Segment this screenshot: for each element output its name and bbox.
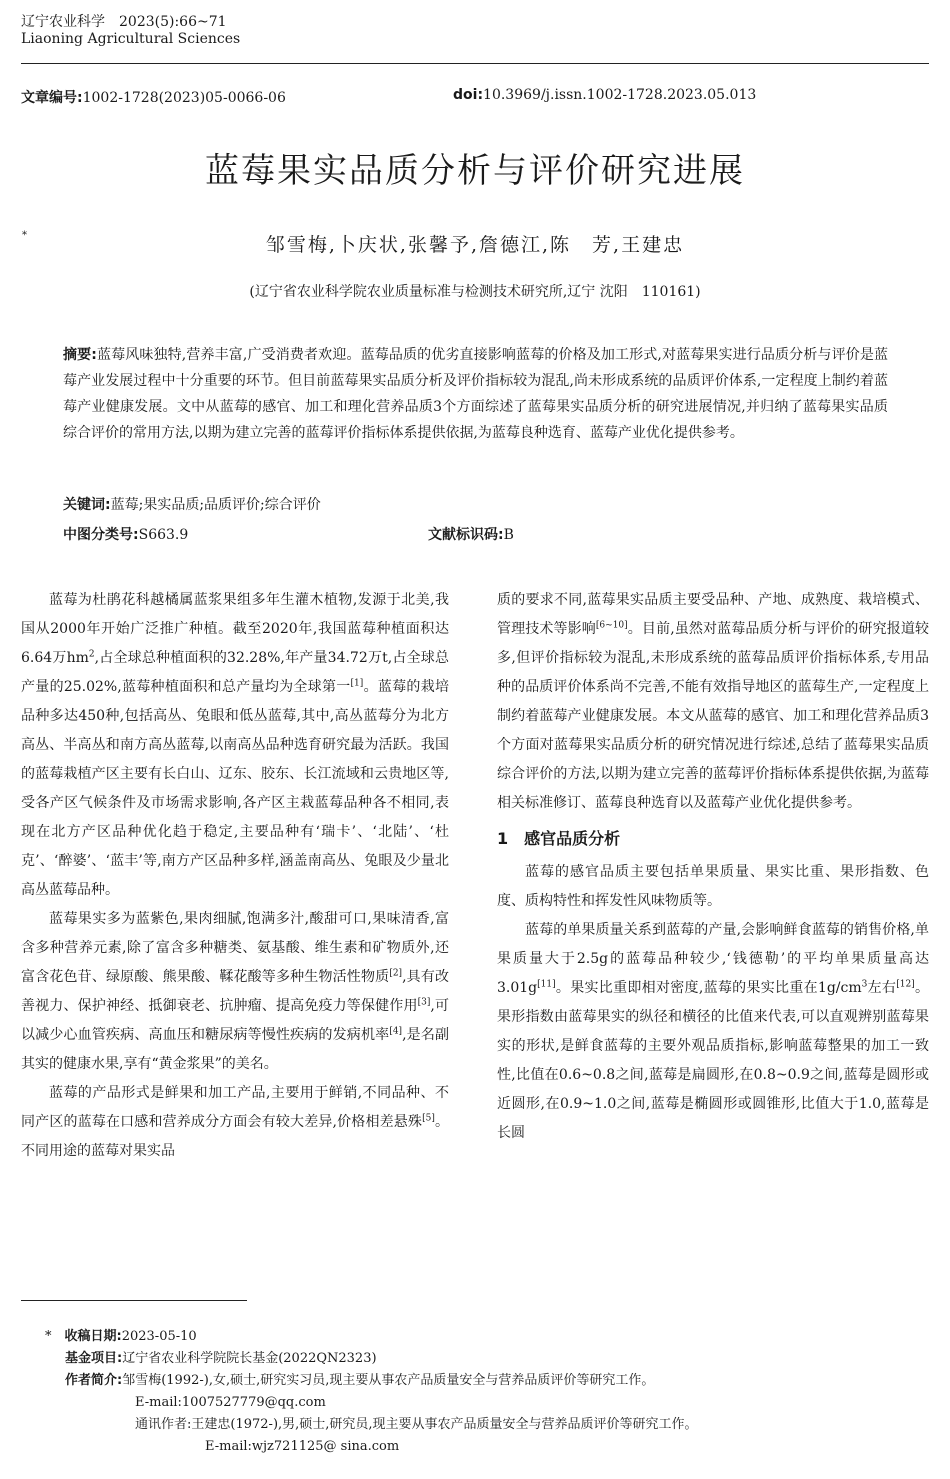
paragraph	[497, 916, 929, 1148]
keywords-label: 关键词:	[63, 497, 111, 513]
classification-value: S663.9	[138, 527, 189, 543]
keywords-text: 蓝莓;果实品质;品质评价;综合评价	[110, 497, 321, 513]
abstract-text: 蓝莓风味独特,营养丰富,广受消费者欢迎。蓝莓品质的优劣直接影响蓝莓的价格及加工形式,对蓝莓果实进行品质分析与评价是蓝莓产业发展过程中十分重要的环节。但目前蓝莓果实品质分析及评价指标较为混乱,尚未形成系统的品质评价体系,一定程度上制约着蓝莓产业健康发展。文中从蓝莓的感官、加工和理化营养品质3个方面综述了蓝莓果实品质分析的研究进展情况,并归纳了蓝莓果实品质综合评价的常用方法,以期为建立完善的蓝莓评价指标体系提供依据,为蓝莓良种选育、蓝莓产业优化提供参考。	[63, 347, 888, 441]
article-number-label: 文章编号:	[21, 90, 83, 106]
text-run: 蓝莓的产品形式是鲜果和加工产品,主要用于鲜销,不同品种、不同产区的蓝莓在口感和营养成分方面会有较大差异,价格相差悬殊	[21, 1085, 449, 1130]
fund-value: 辽宁省农业科学院院长基金(2022QN2323)	[122, 1351, 377, 1366]
paragraph	[21, 586, 449, 905]
paragraph	[497, 586, 929, 818]
abstract-label: 摘要:	[63, 347, 97, 363]
text-run: 。果形指数由蓝莓果实的纵径和横径的比值来代表,可以直观辨别蓝莓果实的形状,是鲜食蓝莓的主要外观品质指标,影响蓝莓整果的加工一致性,比值在0.6~0.8之间,蓝莓是扁圆形,在0.8~0.9之间,蓝莓是圆形或近圆形,在0.9~1.0之间,蓝莓是椭圆形或圆锥形,比值大于1.0,蓝莓是长圆	[497, 980, 929, 1141]
article-number-value: 1002-1728(2023)05-0066-06	[82, 90, 286, 106]
text-run: 蓝莓的单果质量关系到蓝莓的产量,会影响鲜食蓝莓的销售价格,单果质量大于2.5g的蓝莓品种较少,‘钱德勒’的平均单果质量高达3.01g	[497, 922, 929, 996]
text-run: ,占全球总种植面积的32.28%,年产量34.72万t,占全球总产量的25.02%,蓝莓种植面积和总产量均为全球第一	[21, 650, 450, 695]
author-bio-label: 作者简介:	[65, 1373, 123, 1388]
footnote-rule	[21, 1300, 247, 1301]
title-footnote-mark: *	[22, 230, 27, 241]
superscript: 3	[861, 979, 868, 990]
citation: [6~10]	[595, 620, 628, 631]
header-rule	[21, 63, 929, 64]
citation: [4]	[389, 1026, 403, 1037]
author-bio	[45, 1370, 698, 1392]
document-code	[428, 524, 514, 544]
text-run: 。不同用途的蓝莓对果实品	[21, 1114, 450, 1159]
body-left-column	[21, 586, 449, 1166]
doi-label: doi:	[453, 87, 484, 103]
text-run: 蓝莓果实多为蓝紫色,果肉细腻,饱满多汁,酸甜可口,果味清香,富含多种营养元素,除了富含多种糖类、氨基酸、维生素和矿物质外,还富含花色苷、绿原酸、熊果酸、鞣花酸等多种生物活性物质	[21, 911, 449, 985]
received-label: 收稿日期:	[64, 1329, 122, 1344]
corresponding-label: 通讯作者:	[135, 1417, 192, 1432]
footnotes	[45, 1326, 698, 1458]
document-code-value: B	[503, 527, 514, 543]
corresponding-email: E-mail:wjz721125@ sina.com	[205, 1439, 400, 1454]
superscript: 2	[88, 649, 95, 660]
footnote-star: *	[45, 1329, 52, 1344]
received-date	[45, 1326, 698, 1348]
author-bio-value: 邹雪梅(1992-),女,硕士,研究实习员,现主要从事农产品质量安全与营养品质评价等研究工作。	[122, 1373, 655, 1388]
author-email: E-mail:1007527779@qq.com	[135, 1395, 326, 1410]
text-run: 。果实比重即相对密度,蓝莓的果实比重在1g/cm	[555, 980, 862, 996]
journal-header	[21, 14, 240, 48]
fund-label: 基金项目:	[65, 1351, 123, 1366]
paragraph: 蓝莓的感官品质主要包括单果质量、果实比重、果形指数、色度、质构特性和挥发性风味物质等。	[497, 864, 929, 909]
citation: [11]	[537, 979, 556, 990]
section-heading: 1 感官品质分析	[497, 829, 621, 848]
received-value: 2023-05-10	[121, 1329, 197, 1344]
journal-name-en: Liaoning Agricultural Sciences	[21, 31, 241, 47]
citation: [5]	[422, 1113, 435, 1124]
document-code-label: 文献标识码:	[428, 527, 504, 543]
classification	[63, 524, 188, 544]
fund-line	[45, 1348, 698, 1370]
paper-title: 蓝莓果实品质分析与评价研究进展	[205, 151, 745, 191]
text-run: 质的要求不同,蓝莓果实品质主要受品种、产地、成熟度、栽培模式、管理技术等影响	[497, 592, 929, 637]
classification-label: 中图分类号:	[63, 527, 139, 543]
body-right-column	[497, 586, 929, 1148]
citation: [3]	[417, 997, 431, 1008]
doi	[453, 87, 756, 103]
doi-value: 10.3969/j.issn.1002-1728.2023.05.013	[483, 87, 757, 103]
text-run: ,具有改善视力、保护神经、抵御衰老、抗肿瘤、提高免疫力等保健作用	[21, 969, 450, 1014]
corresponding-author	[45, 1414, 698, 1436]
article-number	[21, 87, 286, 107]
text-run: 蓝莓为杜鹃花科越橘属蓝浆果组多年生灌木植物,发源于北美,我国从2000年开始广泛推广种植。截至2020年,我国蓝莓种植面积达6.64万hm	[21, 592, 449, 666]
paragraph	[21, 905, 449, 1079]
citation: [12]	[896, 979, 915, 990]
text-run: 。蓝莓的栽培品种多达450种,包括高丛、兔眼和低丛蓝莓,其中,高丛蓝莓分为北方高丛、半高丛和南方高丛蓝莓,以南高丛品种选育研究最为活跃。我国的蓝莓栽植产区主要有长白山、辽东、胶东、长江流域和云贵地区等,受各产区气候条件及市场需求影响,各产区主栽蓝莓品种各不相同,表现在北方产区品种优化趋于稳定,主要品种有‘瑞卡’、‘北陆’、‘杜克’、‘醉婆’、‘蓝丰’等,南方产区品种多样,涵盖南高丛、兔眼及少量北高丛蓝莓品种。	[21, 679, 449, 898]
corresponding-value: 王建忠(1972-),男,硕士,研究员,现主要从事农产品质量安全与营养品质评价等研究工作。	[191, 1417, 698, 1432]
citation: [2]	[389, 968, 403, 979]
text-run: 左右	[867, 980, 897, 996]
abstract	[63, 342, 888, 446]
text-run: ,可以减少心血管疾病、高血压和糖尿病等慢性疾病的发病机率	[21, 998, 450, 1043]
paragraph	[21, 1079, 449, 1166]
affiliation: (辽宁省农业科学院农业质量标准与检测技术研究所,辽宁 沈阳 110161)	[249, 284, 701, 300]
journal-issue: 2023(5):66~71	[119, 14, 227, 30]
text-run: 。目前,虽然对蓝莓品质分析与评价的研究报道较多,但评价指标较为混乱,未形成系统的蓝莓品质评价指标体系,专用品种的品质评价体系尚不完善,不能有效指导地区的蓝莓生产,一定程度上制约着蓝莓产业健康发展。本文从蓝莓的感官、加工和理化营养品质3个方面对蓝莓果实品质分析的研究情况进行综述,总结了蓝莓果实品质综合评价的方法,以期为建立完善的蓝莓评价指标体系提供依据,为蓝莓相关标准修订、蓝莓良种选育以及蓝莓产业优化提供参考。	[497, 621, 930, 811]
journal-name-cn: 辽宁农业科学	[21, 14, 105, 30]
keywords	[63, 494, 321, 514]
citation: [1]	[350, 678, 364, 689]
text-run: ,是名副其实的健康水果,享有“黄金浆果”的美名。	[21, 1027, 450, 1072]
author-list: 邹雪梅,卜庆状,张馨予,詹德江,陈 芳,王建忠	[265, 234, 685, 256]
